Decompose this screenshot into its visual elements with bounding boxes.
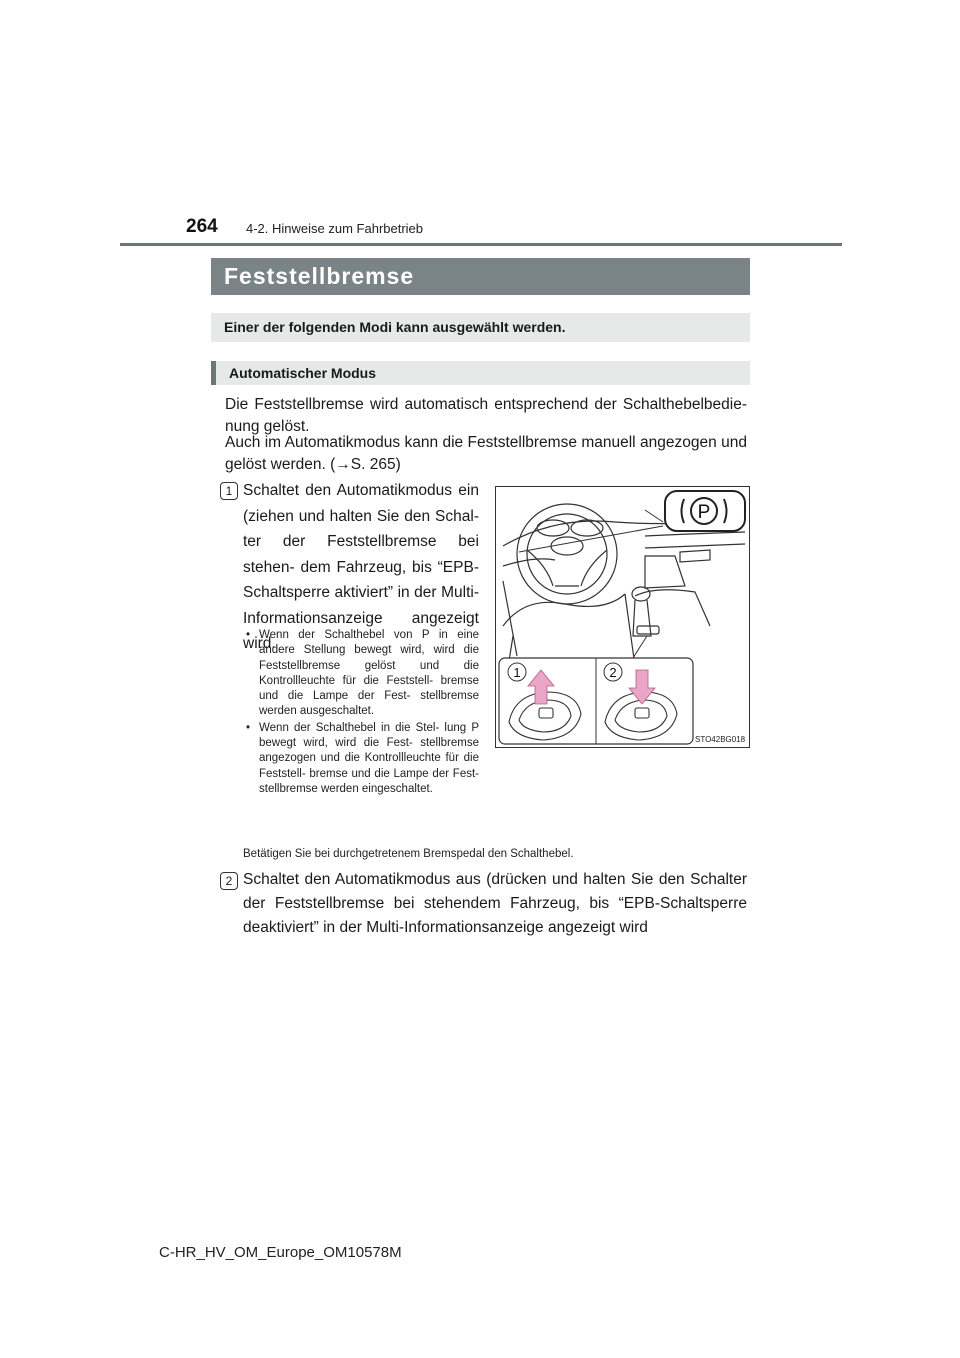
mode-heading: Automatischer Modus [211, 361, 750, 385]
step-2-number: 2 [220, 872, 238, 890]
section-reference: 4-2. Hinweise zum Fahrbetrieb [246, 221, 424, 236]
parking-brake-illustration [495, 486, 750, 748]
bullet-item: • Wenn der Schalthebel in die Stel- lung P bewegt wird, wird die Fest- stellbremse angezogen und die Kontrollleuchte für die Feststell- bremse und die Lampe der Fest- stellbremse werden eingeschaltet. [246, 721, 479, 797]
page-number: 264 [186, 216, 218, 237]
footer-document-code: C-HR_HV_OM_Europe_OM10578M [159, 1244, 402, 1261]
illustration-code: STO42BG018 [695, 735, 746, 744]
bullet-item: • Wenn der Schalthebel von P in eine andere Stellung bewegt wird, wird die Feststellbremse gelöst und die Kontrollleuchte für die Feststell- bremse und die Lampe der Fest- stellbremse werden ausgeschaltet. [246, 628, 479, 720]
step-1-text: Schaltet den Automatikmodus ein (ziehen und halten Sie den Schal- ter der Feststellbremse bei stehen- dem Fahrzeug, bis “EPB- Schaltsperre aktiviert” in der Multi- Informationsanzeige angezeigt wird. [243, 482, 479, 652]
step-2-text: Schaltet den Automatikmodus aus (drücken und halten Sie den Schalter der Feststellbremse bei stehendem Fahrzeug, bis “EPB-Schaltsperre deaktiviert” in der Multi-Informationsanzeige angezeigt wird [243, 871, 747, 936]
step-1-note: Betätigen Sie bei durchgetretenem Bremspedal den Schalthebel. [243, 848, 574, 860]
indicator-letter: P [697, 502, 711, 523]
description-paragraph-1: Die Feststellbremse wird automatisch entsprechend der Schalthebelbedie- nung gelöst. [225, 396, 747, 435]
intro-heading: Einer der folgenden Modi kann ausgewählt werden. [211, 313, 750, 342]
description-paragraph-2: Auch im Automatikmodus kann die Feststellbremse manuell angezogen und gelöst werden. (→S. 265) [225, 434, 747, 473]
callout-1: 1 [513, 665, 521, 680]
callout-2: 2 [609, 665, 617, 680]
step-1-number: 1 [220, 482, 238, 500]
header-rule [120, 243, 842, 246]
step-1-bullet-list [246, 628, 479, 798]
page-title: Feststellbremse [211, 258, 750, 295]
